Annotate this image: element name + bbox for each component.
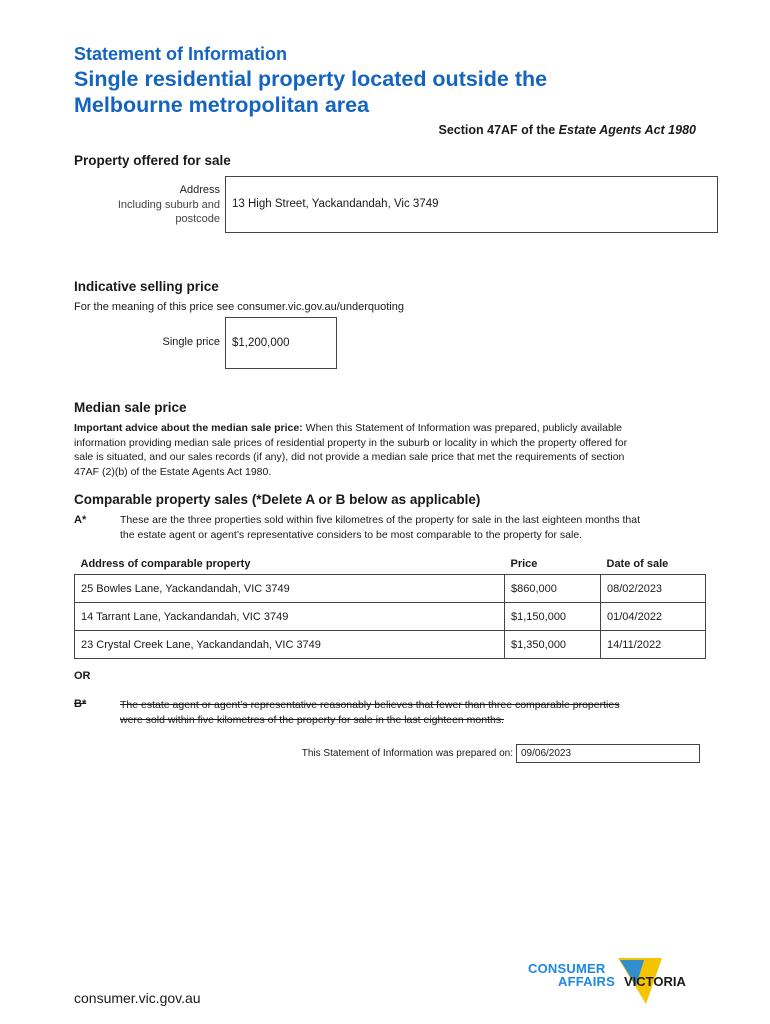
indicative-heading: Indicative selling price (74, 279, 219, 294)
comparable-address-cell[interactable]: 25 Bowles Lane, Yackandandah, VIC 3749 (75, 575, 505, 603)
address-label-line-1: Address (179, 184, 220, 196)
table-row (75, 631, 706, 659)
section-prefix: Section 47AF of the (438, 123, 556, 137)
prepared-date-field[interactable] (516, 744, 700, 763)
comparable-table-header (75, 554, 706, 575)
single-price-value: $1,200,000 (232, 337, 290, 349)
address-label (90, 183, 220, 227)
comparable-date-cell[interactable]: 01/04/2022 (601, 603, 706, 631)
table-row (75, 575, 706, 603)
address-label-line-3: postcode (175, 213, 220, 225)
form-title-line-2: Melbourne metropolitan area (74, 93, 370, 117)
column-date: Date of sale (606, 558, 669, 570)
single-price-label: Single price (162, 336, 220, 348)
logo-line-2: AFFAIRS (558, 974, 616, 989)
or-label: OR (74, 670, 91, 682)
footer-url[interactable]: consumer.vic.gov.au (74, 990, 201, 1006)
act-name: Estate Agents Act 1980 (558, 123, 696, 137)
median-advice-line-1: When this Statement of Information was prepared, publicly available (305, 422, 622, 434)
option-a-line-2: the estate agent or agent’s representative considers to be most comparable to the property for sale. (120, 528, 583, 541)
form-subtitle: Statement of Information (74, 44, 288, 64)
median-advice (74, 421, 714, 479)
table-row (75, 603, 706, 631)
prepared-date-value: 09/06/2023 (521, 748, 572, 759)
option-b-text (120, 698, 720, 727)
indicative-note: For the meaning of this price see consumer.vic.gov.au/underquoting (74, 301, 404, 313)
column-price: Price (510, 558, 538, 570)
median-heading: Median sale price (74, 400, 187, 415)
median-advice-line-2: information providing median sale prices of residential property in the suburb or locality in which the property offered for (74, 436, 628, 449)
option-b-line-2: were sold within five kilometres of the property for sale in the last eighteen months. (120, 713, 505, 726)
section-reference (439, 123, 697, 137)
median-advice-bold: Important advice about the median sale price: (74, 422, 303, 434)
comparable-table (74, 554, 706, 659)
address-value: 13 High Street, Yackandandah, Vic 3749 (232, 198, 439, 210)
option-a-line-1: These are the three properties sold within five kilometres of the property for sale in the last eighteen months that (120, 514, 641, 526)
comparable-price-cell[interactable]: $1,150,000 (505, 603, 601, 631)
comparable-heading: Comparable property sales (*Delete A or B below as applicable) (74, 492, 481, 507)
option-b-label: B* (74, 698, 87, 710)
address-label-line-2: Including suburb and (117, 198, 220, 211)
median-advice-line-4: 47AF (2)(b) of the Estate Agents Act 1980. (74, 465, 272, 478)
comparable-price-cell[interactable]: $1,350,000 (505, 631, 601, 659)
form-title-line-1: Single residential property located outside the (74, 67, 548, 91)
property-heading: Property offered for sale (74, 153, 231, 168)
comparable-date-cell[interactable]: 14/11/2022 (601, 631, 706, 659)
option-b-line-1: The estate agent or agent’s representative reasonably believes that fewer than three comparable properties (120, 699, 620, 711)
form-title (74, 66, 547, 118)
logo-line-1: CONSUMER (528, 961, 606, 976)
comparable-address-cell[interactable]: 23 Crystal Creek Lane, Yackandandah, VIC 3749 (75, 631, 505, 659)
consumer-affairs-victoria-logo (528, 958, 704, 1008)
option-a-label: A* (74, 514, 87, 526)
median-advice-line-3: sale is situated, and our sales records (if any), did not provide a median sale price that met the requirements of section (74, 451, 625, 463)
option-a-text (120, 513, 720, 542)
address-field[interactable] (225, 176, 718, 233)
comparable-address-cell[interactable]: 14 Tarrant Lane, Yackandandah, VIC 3749 (75, 603, 505, 631)
column-address: Address of comparable property (80, 558, 251, 570)
comparable-date-cell[interactable]: 08/02/2023 (601, 575, 706, 603)
logo-line-3: VICTORIA (624, 974, 686, 989)
prepared-label: This Statement of Information was prepared on: (301, 748, 513, 759)
comparable-price-cell[interactable]: $860,000 (505, 575, 601, 603)
single-price-field[interactable] (225, 317, 337, 369)
